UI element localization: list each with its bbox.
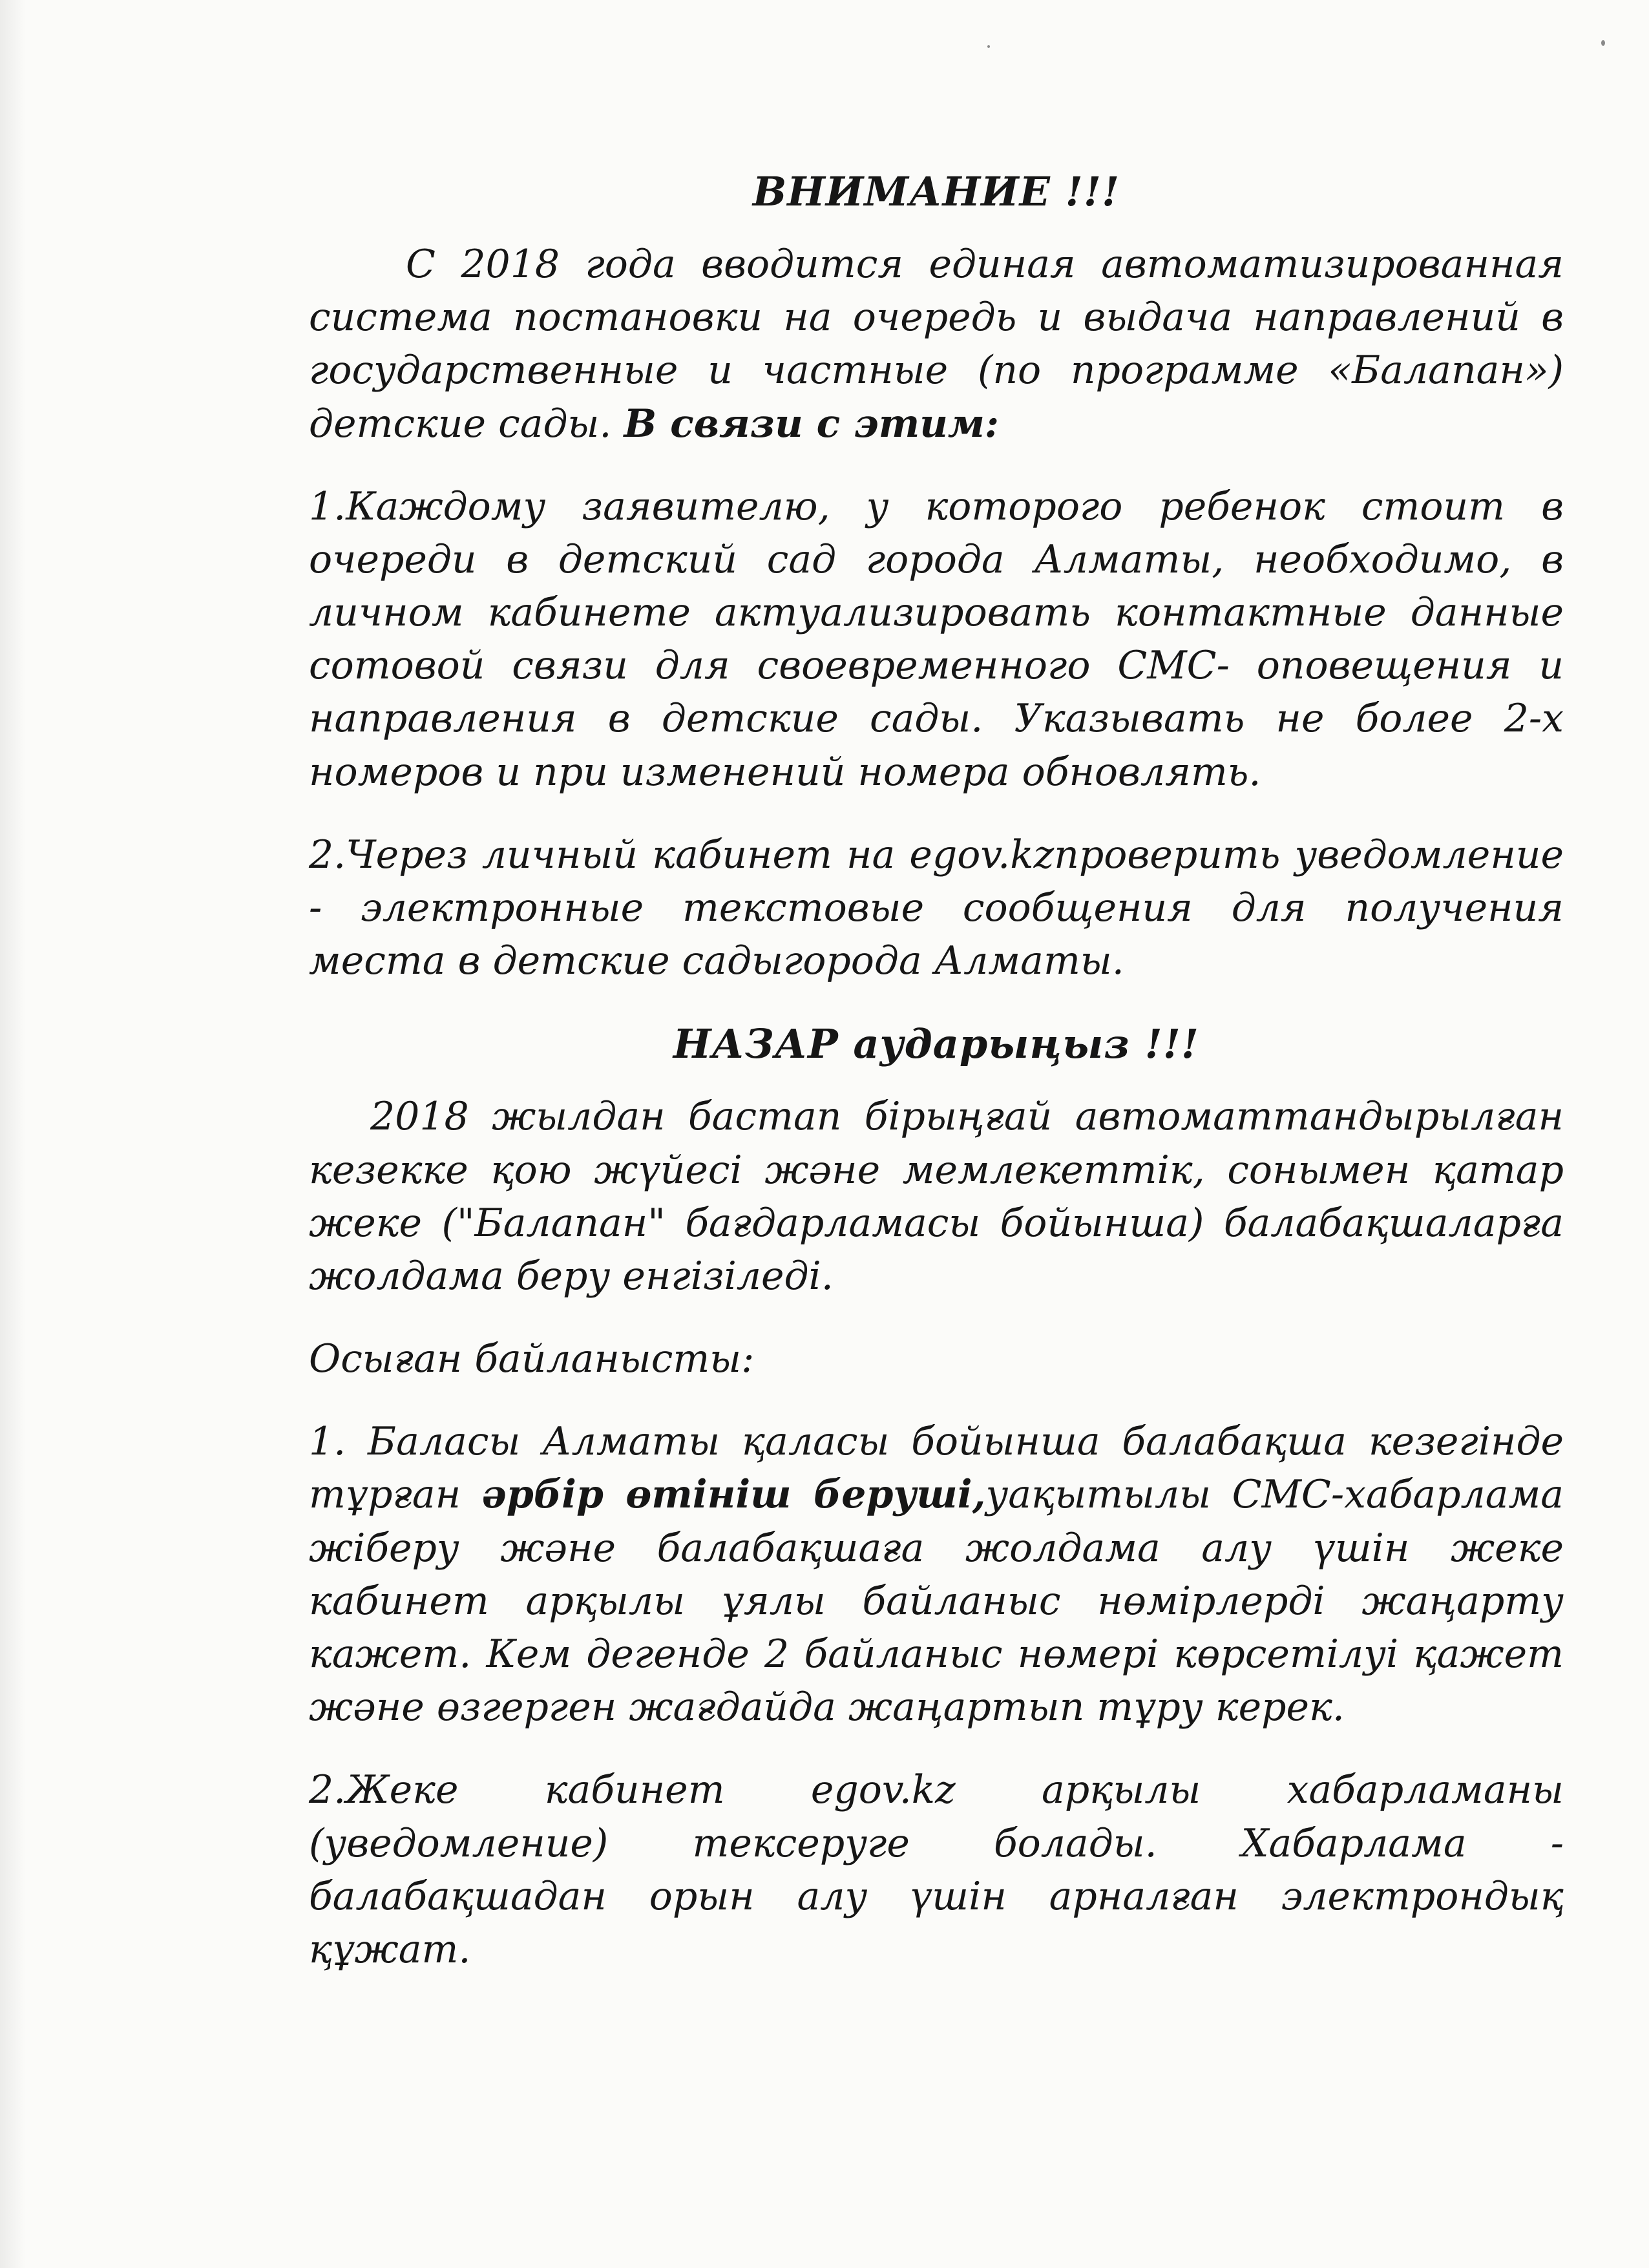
ru-intro-paragraph [309,238,1564,450]
kz-item-1 [309,1415,1564,1734]
ru-item-1: 1.Каждому заявителю, у которого ребенок стоит в очереди в детский сад города Алматы, необходимо, в личном кабинете актуализировать контактные данные сотовой связи для своевременного СМС- оповещения и направления в детские сады. Указывать не более 2-х номеров и при изменений номера обновлять. [309,483,1564,795]
ru-intro-text: С 2018 года вводится единая автоматизированная система постановки на очередь и выдача направлений в государственные и частные (по программе «Балапан») детские сады. [309,241,1564,446]
ru-heading: ВНИМАНИЕ !!! [752,168,1120,215]
kz-item-1-end: уақытылы СМС-хабарлама жіберу және балабақшаға жолдама алу үшін жеке кабинет арқылы ұялы байланыс нөмірлерді жаңарту кажет. Кем дегенде 2 байланыс нөмері көрсетілуі қажет және өзгерген жағдайда жаңартып тұру керек. [309,1472,1564,1730]
scan-speck [1601,40,1605,46]
kz-item-1-bold: әрбір өтініш беруші, [481,1472,986,1518]
scan-edge-shadow [0,0,26,2268]
kz-item-1-start: 1. Баласы Алматы қаласы бойынша балабақша кезегінде тұрған [309,1419,1564,1518]
kz-intro-paragraph: 2018 жылдан бастап бірыңғай автоматтандырылған кезекке қою жүйесі және мемлекеттік, сонымен қатар жеке ("Балапан" бағдарламасы бойынша) балабақшаларға жолдама беру енгізіледі. [309,1094,1564,1299]
kz-connection-line: Осыған байланысты: [309,1336,755,1382]
ru-intro-bold: В связи с этим: [624,401,1000,446]
kz-heading: НАЗАР аударыңыз !!! [673,1020,1200,1068]
notice-document [309,165,1564,2006]
ru-item-2: 2.Через личный кабинет на egov.kzпроверить уведомление - электронные текстовые сообщения для получения места в детские садыгорода Алматы. [309,832,1564,984]
kz-item-2: 2.Жеке кабинет egov.kz арқылы хабарламаны (уведомление) тексеруге болады. Хабарлама - балабақшадан орын алу үшін арналған электрондық құжат. [309,1767,1564,1972]
scan-speck [987,45,990,48]
